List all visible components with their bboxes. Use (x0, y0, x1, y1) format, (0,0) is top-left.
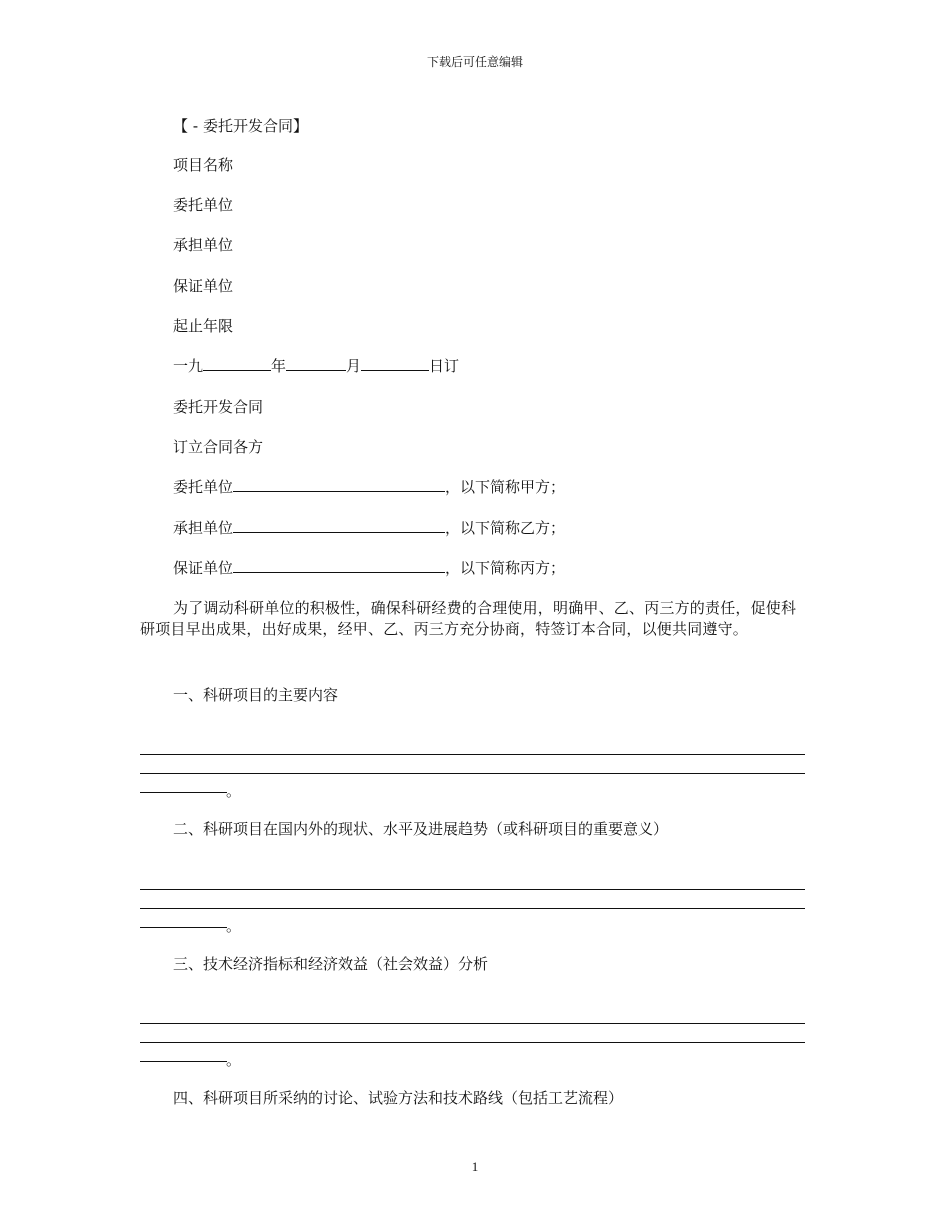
fill-line[interactable] (140, 1023, 805, 1024)
date-day-label: 日订 (429, 357, 460, 375)
section-heading-1: 一、科研项目的主要内容 (173, 686, 339, 704)
year-blank[interactable] (203, 356, 271, 371)
party-label: 委托单位 (173, 478, 234, 496)
section-end-mark: 。 (226, 782, 242, 800)
party-line-a (173, 477, 565, 497)
contract-name: 委托开发合同 (173, 398, 264, 416)
party-blank[interactable] (233, 477, 445, 492)
date-month-label: 月 (346, 357, 362, 375)
cover-field-period: 起止年限 (173, 317, 234, 335)
fill-line-short[interactable] (140, 792, 227, 793)
party-blank[interactable] (233, 558, 445, 573)
section-heading-2: 二、科研项目在国内外的现状、水平及进展趋势（或科研项目的重要意义） (173, 820, 669, 838)
date-line (173, 356, 459, 376)
party-label: 承担单位 (173, 519, 234, 537)
month-blank[interactable] (286, 356, 346, 371)
party-suffix: ，以下简称乙方； (445, 519, 566, 537)
cover-field-client: 委托单位 (173, 196, 234, 214)
party-suffix: ，以下简称甲方； (445, 478, 566, 496)
fill-line[interactable] (140, 889, 805, 890)
party-suffix: ，以下简称丙方； (445, 559, 566, 577)
fill-line-short[interactable] (140, 927, 227, 928)
section-heading-3: 三、技术经济指标和经济效益（社会效益）分析 (173, 955, 489, 973)
page-header: 下载后可任意编辑 (426, 55, 523, 69)
party-line-c (173, 558, 565, 578)
section-heading-4: 四、科研项目所采纳的讨论、试验方法和技术路线（包括工艺流程） (173, 1089, 624, 1107)
date-prefix: 一九 (173, 357, 204, 375)
cover-field-contractor: 承担单位 (173, 236, 234, 254)
page-number: 1 (471, 1159, 479, 1174)
cover-field-project-name: 项目名称 (173, 156, 234, 174)
section-end-mark: 。 (226, 1051, 242, 1069)
fill-line[interactable] (140, 908, 805, 909)
day-blank[interactable] (361, 356, 429, 371)
party-label: 保证单位 (173, 559, 234, 577)
party-blank[interactable] (233, 518, 445, 533)
fill-line[interactable] (140, 1042, 805, 1043)
document-title: 【 - 委托开发合同】 (173, 117, 308, 135)
parties-heading: 订立合同各方 (173, 438, 264, 456)
fill-line-short[interactable] (140, 1061, 227, 1062)
section-end-mark: 。 (226, 917, 242, 935)
party-line-b (173, 518, 565, 538)
fill-line[interactable] (140, 754, 805, 755)
fill-line[interactable] (140, 773, 805, 774)
cover-field-guarantor: 保证单位 (173, 277, 234, 295)
intro-paragraph: 为了调动科研单位的积极性，确保科研经费的合理使用，明确甲、乙、丙三方的责任，促使科研项目早出成果，出好成果，经甲、乙、丙三方充分协商，特签订本合同，以便共同遵守。 (140, 599, 797, 638)
date-year-label: 年 (271, 357, 287, 375)
